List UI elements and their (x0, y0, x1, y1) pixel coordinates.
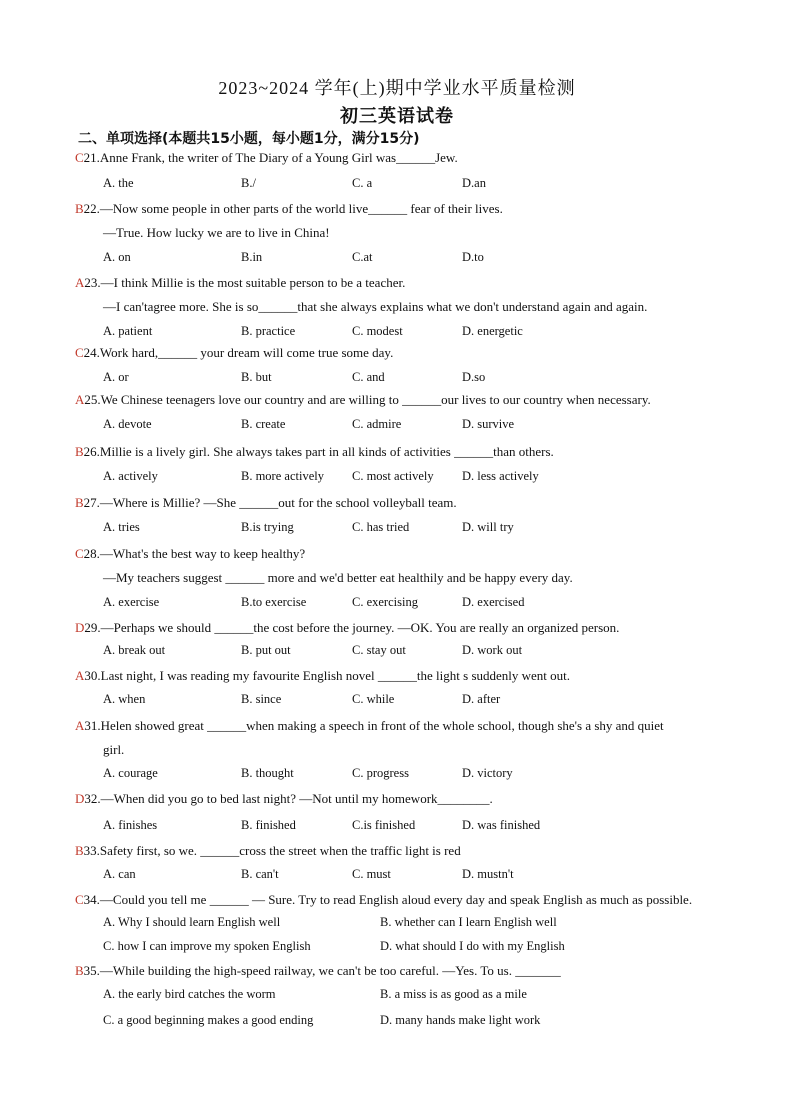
question-23 (75, 275, 405, 291)
answer-mark: B (75, 843, 84, 858)
question-text-line2: —My teachers suggest ______ more and we'd better eat healthily and be happy every day. (103, 570, 573, 585)
option-b[interactable]: B.in (241, 250, 263, 264)
question-32 (75, 791, 493, 807)
option-b[interactable]: B. whether can I learn English well (380, 915, 557, 929)
option-b[interactable]: B. since (241, 692, 282, 706)
option-b[interactable]: B.is trying (241, 520, 294, 534)
option-a[interactable]: A. actively (103, 469, 158, 483)
question-text: 29.—Perhaps we should ______the cost before the journey. —OK. You are really an organized person. (84, 620, 620, 635)
answer-mark: B (75, 201, 84, 216)
question-30 (75, 668, 570, 684)
option-b[interactable]: B. a miss is as good as a mile (380, 987, 527, 1001)
option-d[interactable]: D. mustn't (462, 867, 514, 881)
answer-mark: B (75, 495, 84, 510)
option-d[interactable]: D. survive (462, 417, 515, 431)
answer-mark: A (75, 718, 85, 733)
question-text: 23.—I think Millie is the most suitable person to be a teacher. (84, 275, 406, 290)
option-b[interactable]: B. practice (241, 324, 296, 338)
option-c[interactable]: C. a good beginning makes a good ending (103, 1013, 314, 1027)
option-d[interactable]: D.so (462, 370, 486, 384)
option-b[interactable]: B. create (241, 417, 286, 431)
question-35 (75, 963, 561, 979)
option-b[interactable]: B. more actively (241, 469, 324, 483)
option-a[interactable]: A. exercise (103, 595, 160, 609)
question-text: 22.—Now some people in other parts of the world live______ fear of their lives. (83, 201, 503, 216)
answer-mark: C (75, 892, 84, 907)
option-a[interactable]: A. when (103, 692, 146, 706)
question-text-line2: girl. (103, 742, 125, 757)
option-c[interactable]: C. modest (352, 324, 403, 338)
option-c[interactable]: C. and (352, 370, 385, 384)
option-c[interactable]: C. progress (352, 766, 409, 780)
question-29 (75, 620, 619, 636)
answer-mark: C (75, 546, 84, 561)
option-a[interactable]: A. courage (103, 766, 158, 780)
option-a[interactable]: A. patient (103, 324, 153, 338)
option-a[interactable]: A. the (103, 176, 134, 190)
option-c[interactable]: C. exercising (352, 595, 418, 609)
question-27 (75, 495, 457, 511)
option-c[interactable]: C. admire (352, 417, 402, 431)
question-text: 21.Anne Frank, the writer of The Diary of a Young Girl was______Jew. (83, 150, 458, 165)
option-a[interactable]: A. can (103, 867, 136, 881)
option-a[interactable]: A. Why I should learn English well (103, 915, 281, 929)
option-c[interactable]: C.at (352, 250, 373, 264)
question-text-line2: —I can'tagree more. She is so______that she always explains what we don't understand again and again. (103, 299, 648, 314)
option-a[interactable]: A. the early bird catches the worm (103, 987, 276, 1001)
question-text-line2: —True. How lucky we are to live in China! (103, 225, 330, 240)
answer-mark: D (75, 791, 85, 806)
question-31 (75, 718, 664, 734)
option-b[interactable]: B. put out (241, 643, 291, 657)
option-b[interactable]: B./ (241, 176, 256, 190)
answer-mark: D (75, 620, 85, 635)
question-text: 33.Safety first, so we. ______cross the street when the traffic light is red (83, 843, 461, 858)
question-33 (75, 843, 461, 859)
answer-mark: A (75, 392, 85, 407)
answer-mark: C (75, 150, 84, 165)
option-b[interactable]: B. can't (241, 867, 279, 881)
question-26 (75, 444, 554, 460)
option-b[interactable]: B.to exercise (241, 595, 307, 609)
question-text: 35.—While building the high-speed railway, we can't be too careful. —Yes. To us. _______ (83, 963, 561, 978)
option-a[interactable]: A. tries (103, 520, 140, 534)
option-b[interactable]: B. thought (241, 766, 294, 780)
question-24 (75, 345, 393, 361)
option-d[interactable]: D. exercised (462, 595, 525, 609)
question-text: 26.Millie is a lively girl. She always takes part in all kinds of activities ______than others. (83, 444, 554, 459)
option-d[interactable]: D.an (462, 176, 486, 190)
option-c[interactable]: C. while (352, 692, 395, 706)
question-text: 25.We Chinese teenagers love our country and are willing to ______our lives to our country when necessary. (84, 392, 651, 407)
option-d[interactable]: D. will try (462, 520, 514, 534)
question-21 (75, 150, 458, 166)
exam-title: 2023~2024 学年(上)期中学业水平质量检测 (218, 78, 576, 98)
question-text: 31.Helen showed great ______when making a speech in front of the whole school, though she's a shy and quiet (84, 718, 664, 733)
option-c[interactable]: C. must (352, 867, 391, 881)
option-d[interactable]: D. victory (462, 766, 513, 780)
question-text: 27.—Where is Millie? —She ______out for the school volleyball team. (83, 495, 457, 510)
option-c[interactable]: C. stay out (352, 643, 406, 657)
answer-mark: B (75, 963, 84, 978)
option-b[interactable]: B. but (241, 370, 272, 384)
answer-mark: B (75, 444, 84, 459)
option-c[interactable]: C. how I can improve my spoken English (103, 939, 311, 953)
option-d[interactable]: D. was finished (462, 818, 541, 832)
option-a[interactable]: A. or (103, 370, 129, 384)
question-text: 28.—What's the best way to keep healthy? (83, 546, 306, 561)
option-c[interactable]: C. a (352, 176, 373, 190)
option-d[interactable]: D. what should I do with my English (380, 939, 565, 953)
option-d[interactable]: D. after (462, 692, 501, 706)
question-28 (75, 546, 305, 562)
answer-mark: C (75, 345, 84, 360)
option-a[interactable]: A. break out (103, 643, 166, 657)
answer-mark: A (75, 275, 85, 290)
option-d[interactable]: D.to (462, 250, 484, 264)
section-heading: 二、单项选择(本题共15小题，每小题1分，满分15分) (78, 131, 420, 147)
option-c[interactable]: C. has tried (352, 520, 410, 534)
option-a[interactable]: A. finishes (103, 818, 158, 832)
option-b[interactable]: B. finished (241, 818, 296, 832)
answer-mark: A (75, 668, 85, 683)
question-text: 30.Last night, I was reading my favourite English novel ______the light s suddenly went out. (84, 668, 571, 683)
option-d[interactable]: D. many hands make light work (380, 1013, 541, 1027)
question-text: 24.Work hard,______ your dream will come true some day. (83, 345, 394, 360)
option-d[interactable]: D. work out (462, 643, 523, 657)
option-d[interactable]: D. energetic (462, 324, 523, 338)
question-text: 34.—Could you tell me ______ — Sure. Try to read English aloud every day and speak English as much as possible. (83, 892, 693, 907)
option-a[interactable]: A. devote (103, 417, 152, 431)
option-d[interactable]: D. less actively (462, 469, 539, 483)
question-34 (75, 892, 692, 908)
option-a[interactable]: A. on (103, 250, 131, 264)
option-c[interactable]: C.is finished (352, 818, 416, 832)
question-22 (75, 201, 503, 217)
exam-subtitle: 初三英语试卷 (340, 106, 454, 126)
option-c[interactable]: C. most actively (352, 469, 434, 483)
question-text: 32.—When did you go to bed last night? —Not until my homework________. (84, 791, 493, 806)
question-25 (75, 392, 651, 408)
